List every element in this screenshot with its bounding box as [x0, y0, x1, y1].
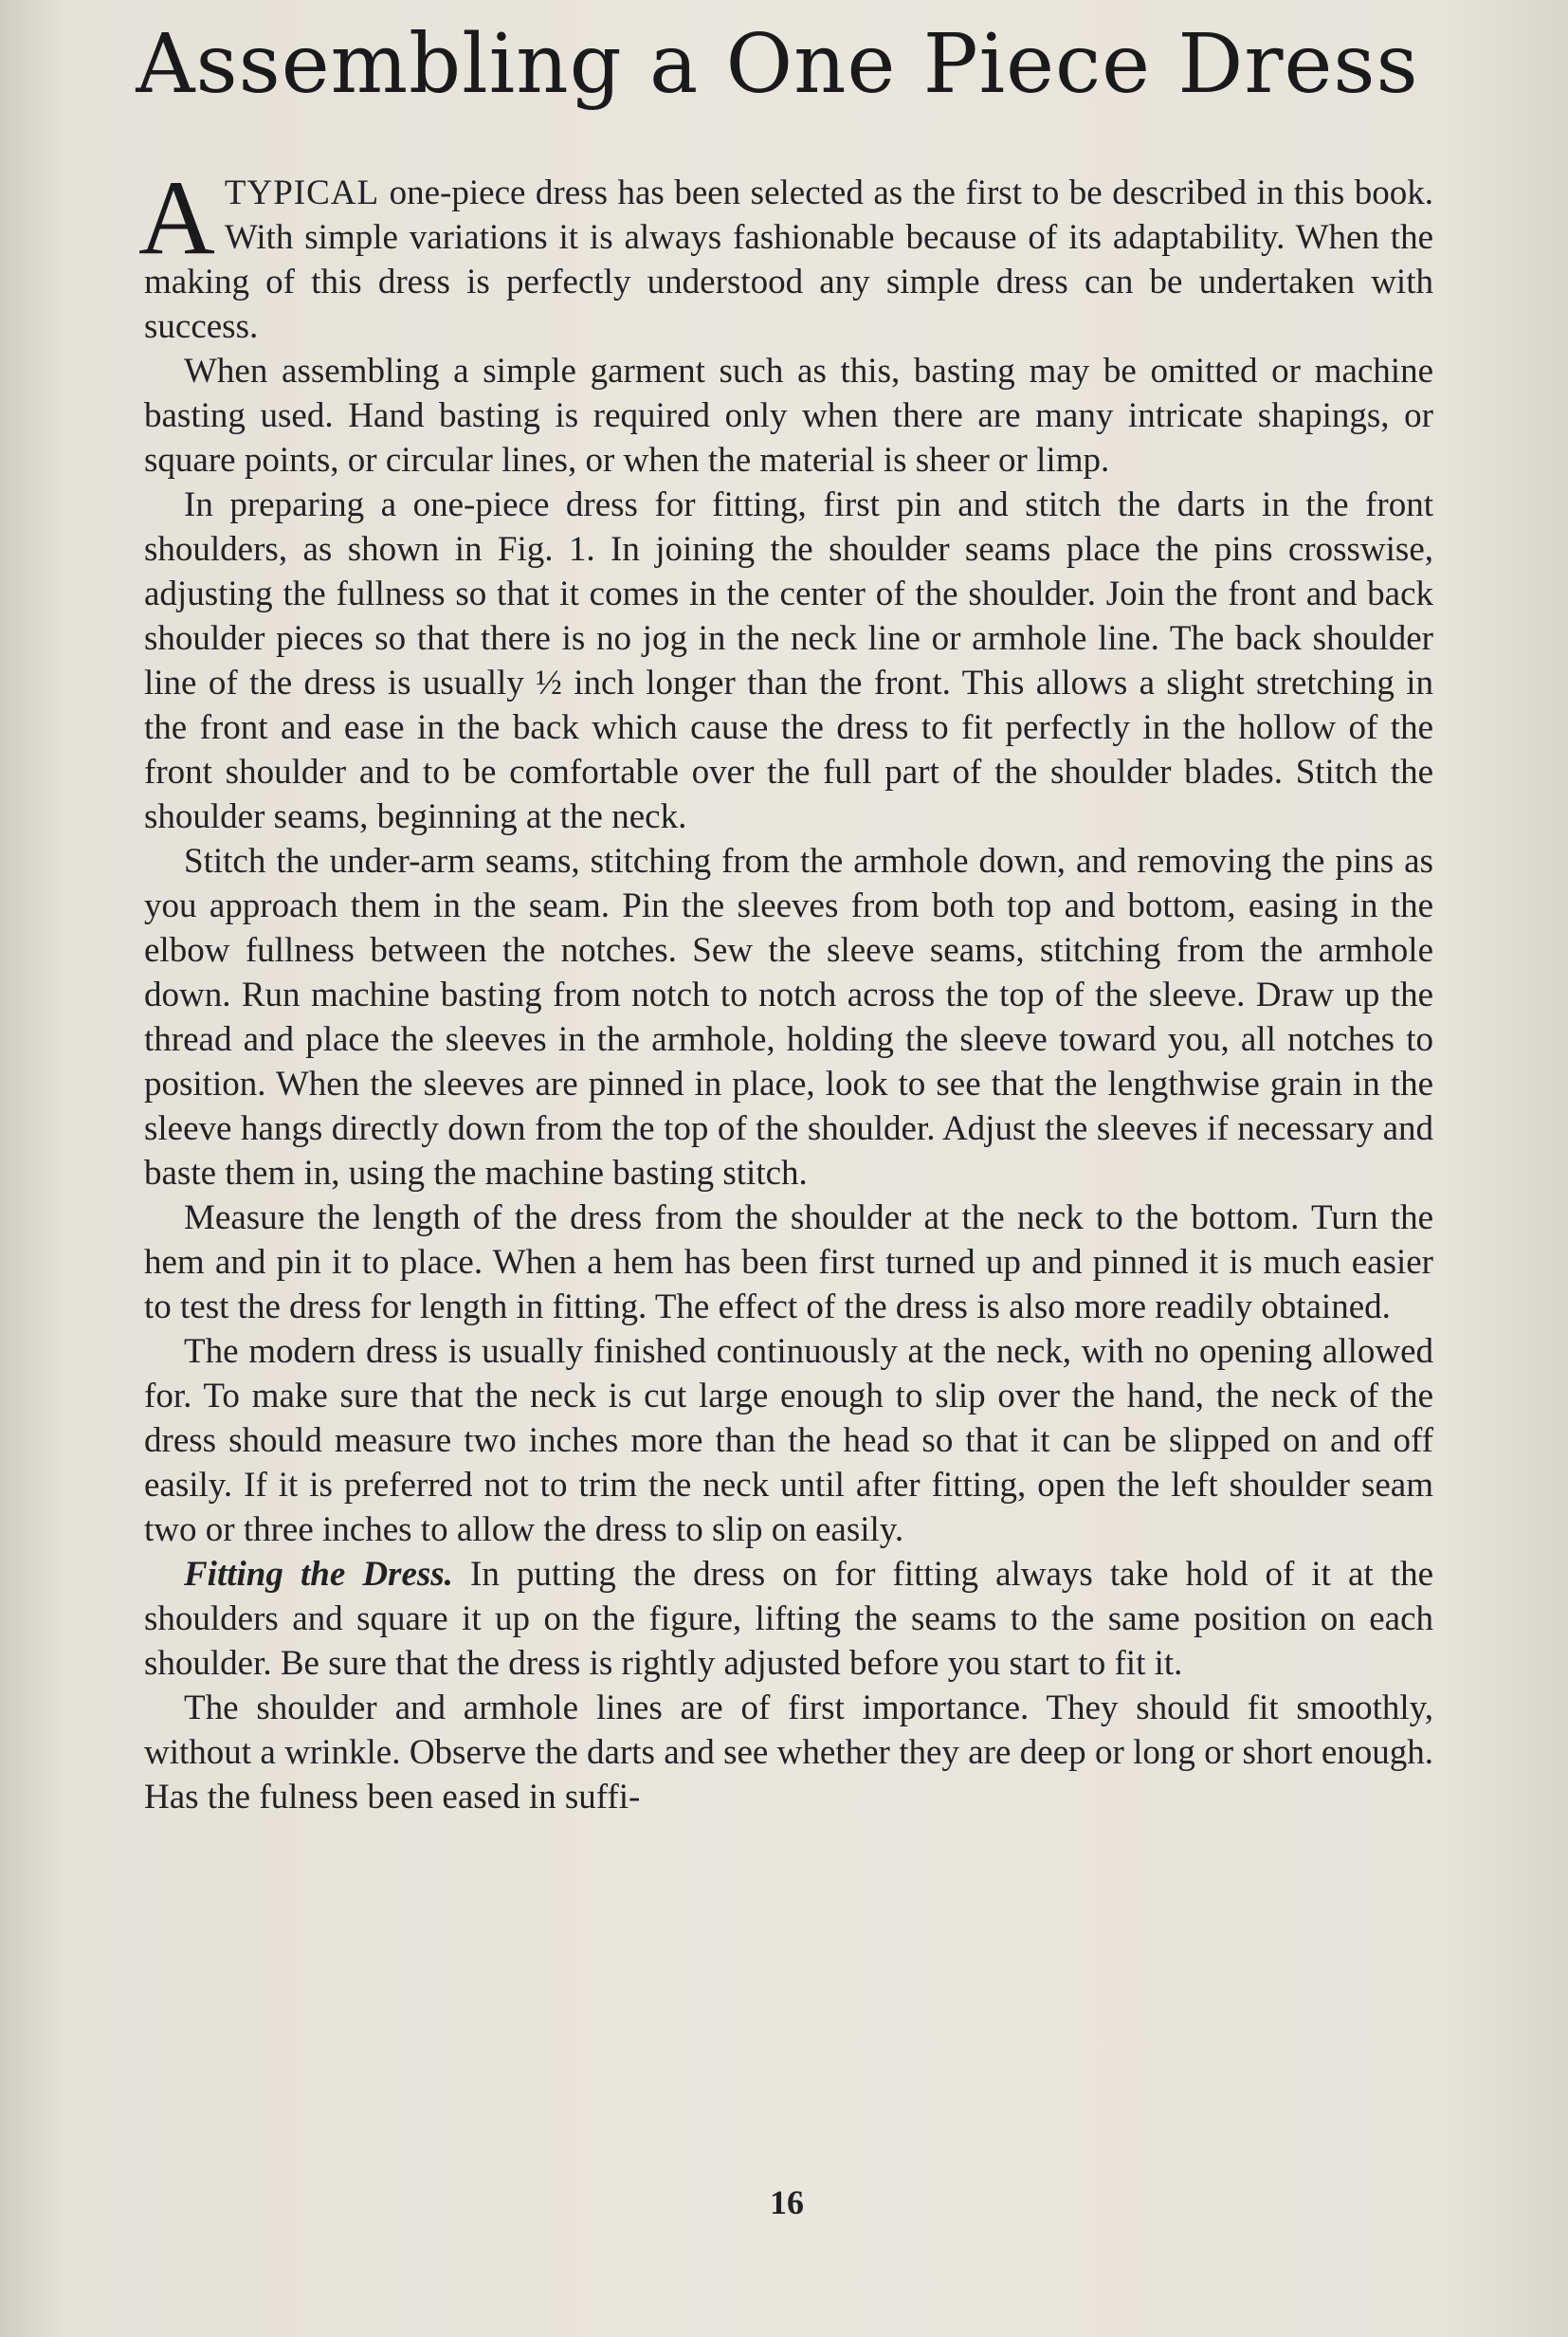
page-number: 16: [770, 2183, 804, 2221]
lead-word: TYPICAL: [224, 173, 380, 212]
drop-cap: A: [138, 159, 215, 277]
paragraph-intro: [138, 159, 1433, 349]
paragraph-preparing: In preparing a one-piece dress for fitting, first pin and stitch the darts in the front shoulders, as shown in Fig. 1. In joining the shoulder seams place the pins crosswise, adjusting the fullness so that it comes in the center of the shoulder. Join the front and back shoulder pieces so that there is no jog in the neck line or armhole line. The back shoulder line of the dress is usually ½ inch longer than the front. This allows a slight stretching in the front and ease in the back which cause the dress to fit perfectly in the hollow of the front shoulder and to be comfortable over the full part of the shoulder blades. Stitch the shoulder seams, beginning at the neck.: [144, 485, 1433, 836]
article-body: [138, 159, 1434, 1819]
paragraph-basting: When assembling a simple garment such as this, basting may be omitted or machine basting used. Hand basting is required only when there are many intricate shapings, or square points, or circular lines, or when the material is sheer or limp.: [144, 352, 1433, 480]
paragraph-length: Measure the length of the dress from the shoulder at the neck to the bottom. Turn the hem and pin it to place. When a hem has been first turned up and pinned it is much easier to test the dress for length in fitting. The effect of the dress is also more readily obtained.: [144, 1198, 1433, 1326]
page-title: Assembling a One Piece Dress: [136, 17, 1419, 112]
section-runin-heading: Fitting the Dress.: [184, 1555, 453, 1594]
paragraph-neck: The modern dress is usually finished continuously at the neck, with no opening allowed for. To make sure that the neck is cut large enough to slip over the hand, the neck of the dress should measure two inches more than the head so that it can be slipped on and off easily. If it is preferred not to trim the neck until after fitting, open the left shoulder seam two or three inches to allow the dress to slip on easily.: [144, 1332, 1433, 1549]
paragraph-shoulder-lines: The shoulder and armhole lines are of first importance. They should fit smoothly, without a wrinkle. Observe the darts and see whether they are deep or long or short enough. Has the fulness been eased in suffi-: [144, 1689, 1433, 1817]
paragraph-fitting-text: In putting the dress on for fitting always take hold of it at the shoulders and square it up on the figure, lifting the seams to the same position on each shoulder. Be sure that the dress is rightly adjusted before you start to fit it.: [144, 1555, 1434, 1683]
paragraph-seams: Stitch the under-arm seams, stitching from the armhole down, and removing the pins as you approach them in the seam. Pin the sleeves from both top and bottom, easing in the elbow fullness between the notches. Sew the sleeve seams, stitching from the armhole down. Run machine basting from notch to notch across the top of the sleeve. Draw up the thread and place the sleeves in the armhole, holding the sleeve toward you, all notches to position. When the sleeves are pinned in place, look to see that the lengthwise grain in the sleeve hangs directly down from the top of the shoulder. Adjust the sleeves if necessary and baste them in, using the machine basting stitch.: [144, 842, 1433, 1193]
paragraph-intro-text: one-piece dress has been selected as the first to be described in this book. With simple variations it is always fashionable because of its adaptability. When the making of this dress is perfectly understood any simple dress can be undertaken with success.: [144, 173, 1433, 346]
paragraph-fitting: [144, 1552, 1433, 1686]
